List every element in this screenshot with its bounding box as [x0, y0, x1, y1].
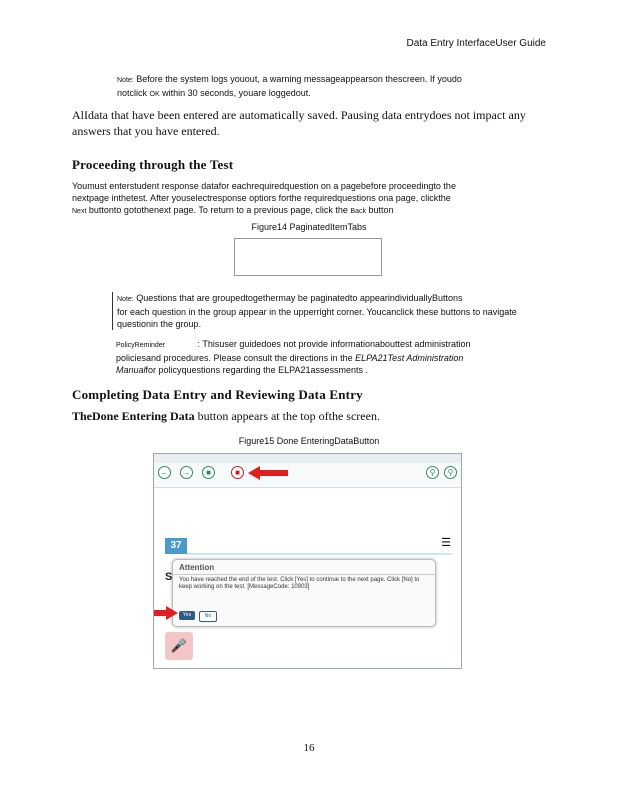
proceeding-line3-end: button	[365, 205, 394, 215]
note2-line1: Questions that are groupedtogethermay be paginatedto appearindividuallyButtons	[136, 293, 463, 303]
next-label: Next	[72, 208, 87, 215]
save-icon: ■	[202, 466, 215, 479]
question-number: 37	[165, 538, 187, 554]
screenshot-top-bar	[154, 454, 461, 463]
no-button[interactable]: No	[199, 611, 217, 622]
dialog-separator	[173, 574, 435, 575]
proceeding-line1: Youmust enterstudent response datafor eachrequiredquestion on a pagebefore proceedingto the	[72, 181, 456, 191]
zoom-out-icon: ⚲	[426, 466, 439, 479]
policy-line1: : Thisuser guidedoes not provide informationabouttest administration	[197, 339, 471, 349]
done-entering-rest: button appears at the top ofthe screen.	[194, 409, 380, 423]
policy-line3: for policyquestions regarding the ELPA21assessments .	[145, 365, 368, 375]
screenshot-toolbar	[154, 463, 461, 488]
question-divider	[187, 553, 452, 555]
note-text-line1: Before the system logs youout, a warning messageappearson thescreen. If youdo	[136, 74, 462, 84]
microphone-icon: 🎤	[165, 632, 193, 660]
note2-line2: for each question in the group appear in the upperright corner. Youcanclick these buttons to navigate	[117, 307, 517, 317]
figure15-caption: Figure15 Done EnteringDataButton	[238, 436, 380, 446]
dialog-message: You have reached the end of the test. Click [Yes] to continue to the next page. Click [No] to keep working on the test. [MessageCode: 10903]	[179, 577, 420, 590]
figure15-screenshot	[153, 453, 462, 669]
note-logout-warning	[117, 73, 537, 101]
red-arrow-yes-icon	[154, 606, 178, 620]
note-text-line2b: within 30 seconds, youare loggedout.	[159, 88, 311, 98]
yes-button[interactable]: Yes	[179, 611, 195, 620]
policy-line2: policiesand procedures. Please consult the directions in the	[116, 353, 356, 363]
note2-line3: questionin the group.	[117, 319, 202, 329]
done-entering-icon: ■	[231, 466, 244, 479]
done-entering-bold: TheDone Entering Data	[72, 409, 195, 423]
autosave-paragraph: AlIdata that have been entered are automatically saved. Pausing data entrydoes not impact any answers that you have entered.	[72, 108, 526, 138]
heading-completing: Completing Data Entry and Reviewing Data Entry	[72, 387, 363, 402]
page-number: 16	[303, 742, 315, 754]
proceeding-paragraph	[72, 180, 542, 218]
policy-label: PolicyReminder	[116, 342, 166, 349]
note-paginated-questions	[112, 292, 587, 330]
note-text-line2a: notclick	[117, 88, 150, 98]
back-arrow-icon: ←	[158, 466, 171, 479]
policy-reminder	[116, 338, 546, 376]
policy-manual-italic: ELPA21Test Administration	[355, 353, 464, 363]
heading-proceeding: Proceeding through the Test	[72, 157, 234, 172]
page-header: Data Entry InterfaceUser Guide	[406, 38, 546, 49]
background-glyph: S	[165, 571, 173, 583]
figure14-caption: Figure14 PaginatedItemTabs	[251, 222, 367, 232]
back-label: Back	[350, 208, 366, 215]
red-arrow-toolbar-icon	[248, 466, 288, 480]
ok-label: OK	[149, 91, 160, 98]
policy-manual-italic2: Manual	[116, 365, 146, 375]
note-label: Note:	[117, 77, 134, 84]
done-entering-paragraph	[72, 408, 542, 424]
figure14-image	[234, 238, 382, 276]
zoom-in-icon: ⚲	[444, 466, 457, 479]
proceeding-line3: buttonto gotothenext page. To return to a previous page, click the	[86, 205, 351, 215]
dialog-title: Attention	[179, 563, 215, 572]
next-arrow-icon: →	[180, 466, 193, 479]
proceeding-line2: nextpage inthetest. After youselectresponse optiors forthe requiredquestions ona page, clickthe	[72, 193, 451, 203]
note2-label: Note:	[117, 296, 134, 303]
menu-icon: ☰	[441, 537, 451, 549]
attention-dialog	[172, 559, 436, 627]
